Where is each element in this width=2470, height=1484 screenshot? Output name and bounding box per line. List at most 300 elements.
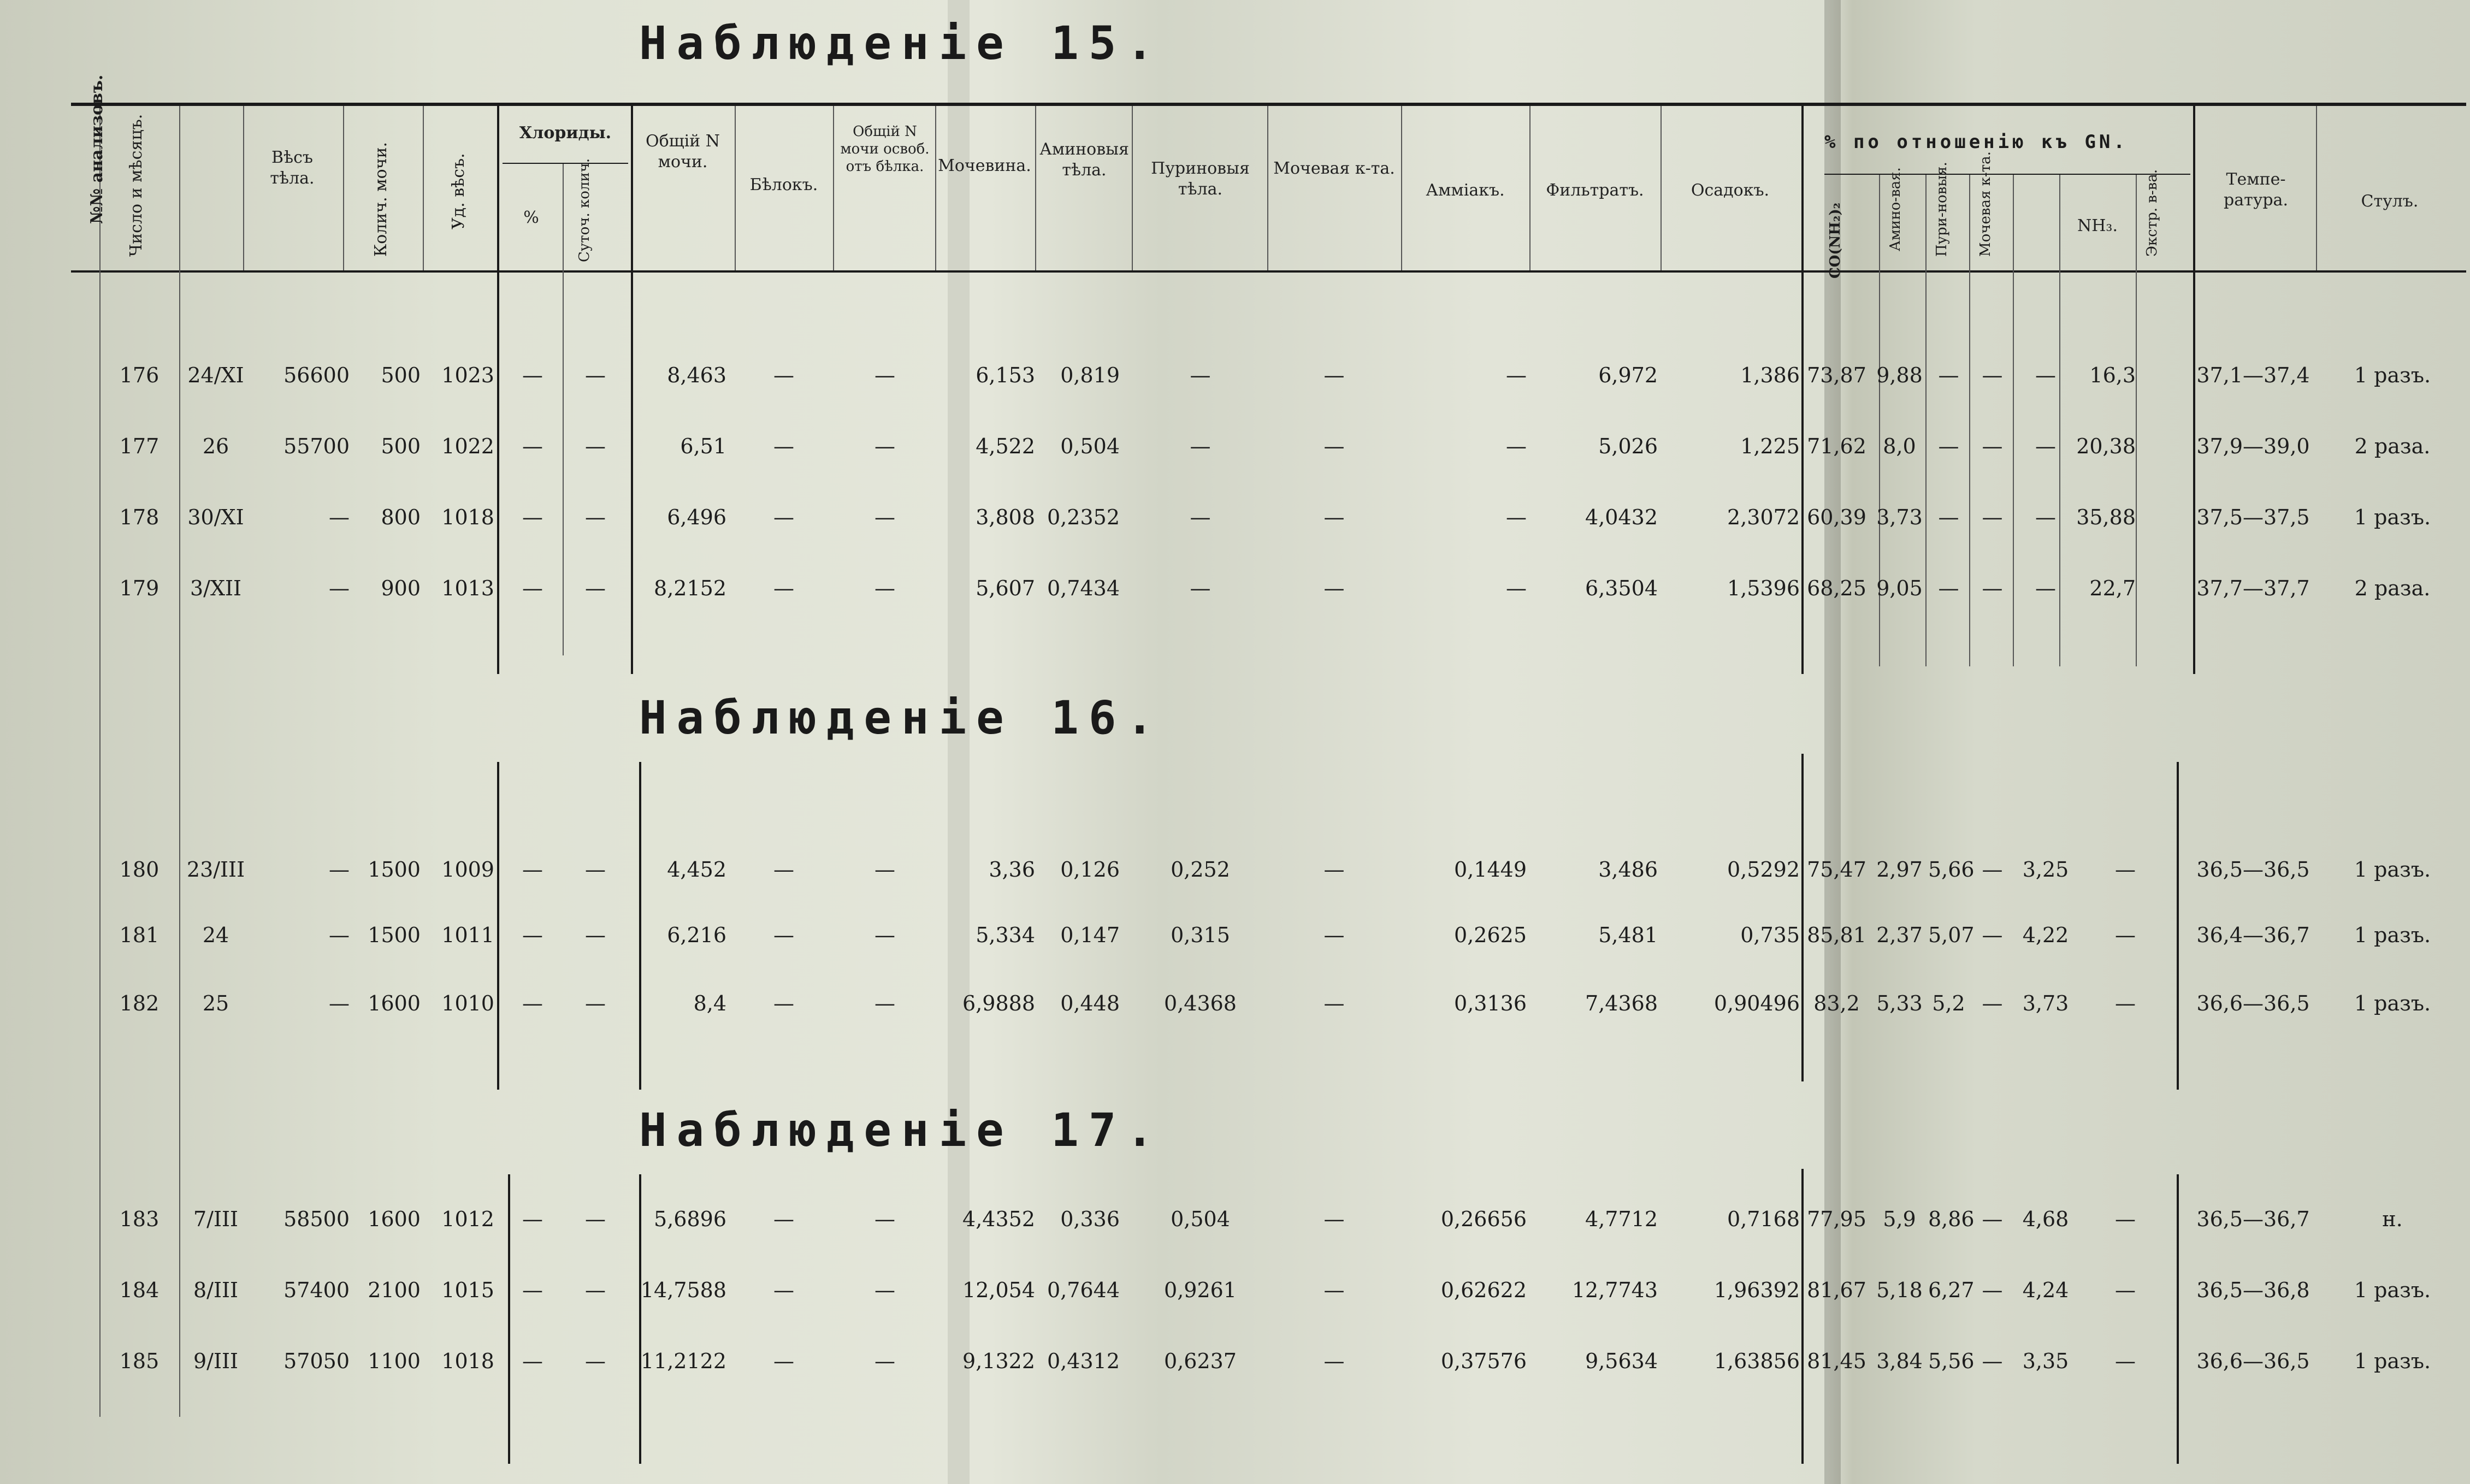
table-cell: 20,38	[2076, 434, 2136, 458]
header-p-amino: Амино-вая.	[1887, 167, 1904, 251]
table-cell: —	[585, 576, 606, 600]
table-cell: 77,95	[1807, 1207, 1866, 1231]
table-cell: —	[773, 858, 794, 882]
table-cell: —	[773, 1207, 794, 1231]
table-cell: 1011	[441, 923, 494, 947]
table-cell: 3,36	[989, 858, 1035, 882]
table-cell: —	[1323, 434, 1345, 458]
col-line	[1661, 106, 1662, 270]
header-uric: Мочевая к-та.	[1273, 159, 1395, 178]
table-cell: —	[773, 363, 794, 387]
table-cell: 24/XI	[187, 363, 244, 387]
table-cell: —	[329, 858, 350, 882]
table-cell: 6,153	[976, 363, 1035, 387]
table-cell: 2 раза.	[2354, 434, 2431, 458]
header-pct: % по отношенію къ GN.	[1824, 131, 2128, 153]
table-cell: —	[773, 991, 794, 1015]
table-cell: 1 разъ.	[2354, 505, 2431, 529]
table-cell: 4,522	[976, 434, 1035, 458]
table-cell: 37,5—37,5	[2196, 505, 2310, 529]
chlorides-subrule	[503, 163, 628, 164]
table-cell: —	[1190, 576, 1211, 600]
table-cell: —	[2035, 363, 2056, 387]
header-bottom-rule	[71, 270, 2466, 273]
header-p-uric: Мочевая к-та.	[1977, 151, 1994, 257]
table-cell: 0,2352	[1047, 505, 1120, 529]
table-cell: 3,73	[1876, 505, 1923, 529]
table-cell: 0,819	[1060, 363, 1120, 387]
table-cell: —	[874, 363, 895, 387]
col-line	[1401, 106, 1402, 270]
table-cell: 1023	[441, 363, 494, 387]
table-cell: —	[1323, 363, 1345, 387]
table-cell: —	[1323, 1207, 1345, 1231]
table-cell: 2 раза.	[2354, 576, 2431, 600]
table-cell: 0,504	[1060, 434, 1120, 458]
col-line	[243, 106, 244, 270]
section-title-15: Наблюденіе 15.	[639, 16, 1163, 70]
table-cell: —	[1938, 505, 1959, 529]
table-cell: 3,808	[976, 505, 1035, 529]
table-cell: 0,37576	[1440, 1349, 1527, 1373]
table-cell: —	[522, 1278, 543, 1302]
table-cell: 37,9—39,0	[2196, 434, 2310, 458]
header-p-urea: CO(NH₂)₂	[1827, 202, 1843, 279]
table-cell: 500	[381, 363, 421, 387]
table-cell: 0,90496	[1713, 991, 1800, 1015]
table-cell: 83,2	[1813, 991, 1860, 1015]
table-cell: 3,84	[1876, 1349, 1923, 1373]
table-cell: 2,97	[1876, 858, 1923, 882]
table-cell: —	[1938, 576, 1959, 600]
header-date: Число и мѣсяцъ.	[127, 114, 146, 257]
table-cell: 37,7—37,7	[2196, 576, 2310, 600]
table-cell: —	[2035, 576, 2056, 600]
table-cell: 500	[381, 434, 421, 458]
table-cell: 22,7	[2089, 576, 2136, 600]
table-cell: 0,735	[1740, 923, 1800, 947]
table-cell: 0,4312	[1047, 1349, 1120, 1373]
table-cell: —	[1938, 434, 1959, 458]
table-cell: 800	[381, 505, 421, 529]
table-cell: 16,3	[2089, 363, 2136, 387]
table-cell: 1009	[441, 858, 494, 882]
header-protein: Бѣлокъ.	[749, 175, 818, 194]
table-cell: —	[1506, 505, 1527, 529]
table-cell: 0,6237	[1164, 1349, 1237, 1373]
table-cell: 7,4368	[1585, 991, 1658, 1015]
col-line	[2013, 175, 2014, 666]
table-cell: 6,3504	[1585, 576, 1658, 600]
table-cell: 4,4352	[962, 1207, 1035, 1231]
table-cell: —	[2115, 1207, 2136, 1231]
table-cell: —	[522, 923, 543, 947]
table-cell: —	[874, 858, 895, 882]
table-cell: 1015	[441, 1278, 494, 1302]
table-cell: 25	[202, 991, 229, 1015]
col-line	[1035, 106, 1036, 270]
header-urea: Мочевина.	[938, 156, 1031, 175]
table-cell: 1 разъ.	[2354, 858, 2431, 882]
table-cell: 0,1449	[1454, 858, 1527, 882]
header-urine-qty: Колич. мочи.	[371, 142, 391, 257]
table-cell: —	[585, 923, 606, 947]
table-cell: 1 разъ.	[2354, 991, 2431, 1015]
table-cell: —	[1323, 1349, 1345, 1373]
table-cell: 73,87	[1807, 363, 1866, 387]
table-cell: —	[2115, 991, 2136, 1015]
table-cell: —	[585, 363, 606, 387]
table-cell: —	[1190, 434, 1211, 458]
table-cell: 36,5—36,5	[2196, 858, 2310, 882]
table-cell: 3,486	[1598, 858, 1658, 882]
table-cell: 1 разъ.	[2354, 1349, 2431, 1373]
table-cell: 0,5292	[1727, 858, 1800, 882]
table-cell: 6,496	[667, 505, 726, 529]
table-cell: 8,2152	[654, 576, 726, 600]
table-cell: 3/XII	[190, 576, 242, 600]
table-cell: —	[585, 991, 606, 1015]
table-cell: —	[1982, 923, 2003, 947]
table-cell: 0,336	[1060, 1207, 1120, 1231]
table-cell: н.	[2382, 1207, 2403, 1231]
header-chl-pct: %	[523, 208, 539, 227]
header-weight: Вѣсъ тѣла.	[270, 148, 315, 188]
table-cell: —	[1323, 923, 1345, 947]
table-cell: 1 разъ.	[2354, 1278, 2431, 1302]
table-cell: —	[1323, 1278, 1345, 1302]
table-cell: 1500	[368, 858, 421, 882]
table-cell: 8,0	[1883, 434, 1916, 458]
table-cell: 1013	[441, 576, 494, 600]
header-temp: Темпе-ратура.	[2224, 170, 2288, 210]
table-cell: 4,0432	[1585, 505, 1658, 529]
section-title-16: Наблюденіе 16.	[639, 691, 1163, 744]
table-cell: 0,126	[1060, 858, 1120, 882]
table-cell: 1018	[441, 1349, 494, 1373]
table-cell: 2100	[368, 1278, 421, 1302]
table-cell: —	[1323, 576, 1345, 600]
header-filtrate: Фильтратъ.	[1546, 181, 1644, 200]
table-cell: 0,504	[1171, 1207, 1230, 1231]
table-cell: 1500	[368, 923, 421, 947]
table-cell: 1,386	[1740, 363, 1800, 387]
table-cell: 37,1—37,4	[2196, 363, 2310, 387]
col-line-bold	[1801, 754, 1804, 1081]
header-p-purine: Пури-новыя.	[1934, 162, 1950, 257]
table-cell: —	[1506, 434, 1527, 458]
table-cell: 2,37	[1876, 923, 1923, 947]
table-cell: 55700	[283, 434, 350, 458]
table-cell: 35,88	[2076, 505, 2136, 529]
table-cell: 182	[119, 991, 159, 1015]
header-ammonia: Аммiакъ.	[1426, 181, 1505, 200]
table-cell: —	[773, 434, 794, 458]
col-line	[1925, 175, 1927, 666]
header-stool: Стулъ.	[2361, 192, 2419, 211]
table-cell: 75,47	[1807, 858, 1866, 882]
table-cell: 1,225	[1740, 434, 1800, 458]
table-cell: —	[2035, 505, 2056, 529]
table-cell: 5,6896	[654, 1207, 726, 1231]
header-amino: Аминовыя тѣла.	[1039, 140, 1129, 180]
table-cell: 0,9261	[1164, 1278, 1237, 1302]
table-cell: 0,7644	[1047, 1278, 1120, 1302]
table-cell: 185	[119, 1349, 159, 1373]
table-cell: 3,35	[2022, 1349, 2069, 1373]
col-line	[935, 106, 936, 270]
table-cell: 9,05	[1876, 576, 1923, 600]
table-cell: 5,66	[1928, 858, 1975, 882]
table-cell: 5,334	[976, 923, 1035, 947]
col-line	[563, 164, 564, 655]
header-p-extr: Экстр. в-ва.	[2144, 169, 2160, 257]
table-cell: 0,448	[1060, 991, 1120, 1015]
table-cell: 6,27	[1928, 1278, 1975, 1302]
table-cell: —	[1982, 858, 2003, 882]
table-cell: —	[585, 434, 606, 458]
table-cell: —	[2115, 1349, 2136, 1373]
table-cell: 1022	[441, 434, 494, 458]
header-spec-grav: Уд. вѣсъ.	[449, 153, 468, 229]
table-cell: —	[874, 1349, 895, 1373]
table-cell: 181	[119, 923, 159, 947]
table-cell: 12,054	[962, 1278, 1035, 1302]
header-purine: Пуриновыя тѣла.	[1151, 159, 1250, 199]
table-cell: —	[522, 576, 543, 600]
table-cell: 71,62	[1807, 434, 1866, 458]
col-line-bold	[2177, 762, 2179, 1090]
table-cell: 0,7168	[1727, 1207, 1800, 1231]
table-cell: 26	[202, 434, 229, 458]
table-cell: 1 разъ.	[2354, 923, 2431, 947]
col-line	[735, 106, 736, 270]
table-cell: 36,5—36,7	[2196, 1207, 2310, 1231]
col-line	[423, 106, 424, 270]
table-cell: 1 разъ.	[2354, 363, 2431, 387]
table-cell: —	[874, 576, 895, 600]
table-cell: 0,252	[1171, 858, 1230, 882]
table-cell: 4,452	[667, 858, 726, 882]
table-cell: 68,25	[1807, 576, 1866, 600]
table-cell: 0,7434	[1047, 576, 1120, 600]
table-cell: —	[2115, 858, 2136, 882]
col-line	[343, 106, 344, 270]
table-cell: 177	[119, 434, 159, 458]
table-cell: 9,1322	[962, 1349, 1035, 1373]
table-cell: 1600	[368, 1207, 421, 1231]
table-cell: —	[2115, 1278, 2136, 1302]
table-cell: 5,607	[976, 576, 1035, 600]
table-cell: —	[585, 1349, 606, 1373]
table-cell: 5,481	[1598, 923, 1658, 947]
table-cell: —	[522, 363, 543, 387]
table-cell: —	[773, 1278, 794, 1302]
table-cell: 1018	[441, 505, 494, 529]
table-cell: 5,18	[1876, 1278, 1923, 1302]
table-cell: —	[874, 991, 895, 1015]
table-cell: —	[1982, 1349, 2003, 1373]
table-cell: —	[1323, 991, 1345, 1015]
table-cell: —	[874, 505, 895, 529]
col-line-bold	[631, 106, 633, 674]
table-cell: 56600	[283, 363, 350, 387]
header-sediment: Осадокъ.	[1691, 181, 1770, 200]
table-cell: 7/III	[193, 1207, 238, 1231]
table-cell: —	[1982, 576, 2003, 600]
table-cell: 183	[119, 1207, 159, 1231]
header-p-nh3: NH₃.	[2077, 216, 2118, 235]
header-n-free: Общій N мочи освоб. отъ бѣлка.	[840, 123, 930, 175]
table-cell: 8,4	[693, 991, 726, 1015]
table-cell: —	[329, 991, 350, 1015]
table-cell: 85,81	[1807, 923, 1866, 947]
table-cell: 23/III	[186, 858, 245, 882]
table-cell: —	[329, 505, 350, 529]
table-cell: 0,315	[1171, 923, 1230, 947]
table-cell: 58500	[283, 1207, 350, 1231]
table-cell: 1,63856	[1713, 1349, 1800, 1373]
table-cell: 1,5396	[1727, 576, 1800, 600]
table-cell: —	[1506, 363, 1527, 387]
table-cell: 36,4—36,7	[2196, 923, 2310, 947]
col-line	[833, 106, 834, 270]
col-line-bold	[2193, 106, 2195, 674]
col-line	[1267, 106, 1268, 270]
table-cell: 36,6—36,5	[2196, 991, 2310, 1015]
table-cell: —	[773, 923, 794, 947]
table-cell: 0,62622	[1440, 1278, 1527, 1302]
table-cell: 2,3072	[1727, 505, 1800, 529]
table-cell: 8,463	[667, 363, 726, 387]
table-cell: —	[1323, 858, 1345, 882]
table-cell: 176	[119, 363, 159, 387]
table-cell: 6,216	[667, 923, 726, 947]
table-cell: —	[773, 576, 794, 600]
table-cell: 5,9	[1883, 1207, 1916, 1231]
table-cell: 0,3136	[1454, 991, 1527, 1015]
table-cell: 5,56	[1928, 1349, 1975, 1373]
table-cell: 6,51	[680, 434, 726, 458]
header-total-n: Общій N мочи.	[646, 132, 720, 172]
table-cell: 8/III	[193, 1278, 238, 1302]
table-cell: —	[1506, 576, 1527, 600]
table-cell: —	[329, 923, 350, 947]
table-cell: —	[1982, 434, 2003, 458]
header-num: №№ анализовъ.	[87, 74, 107, 224]
table-cell: —	[874, 434, 895, 458]
table-cell: —	[1982, 505, 2003, 529]
table-cell: —	[522, 1349, 543, 1373]
table-cell: —	[1190, 505, 1211, 529]
table-cell: —	[522, 1207, 543, 1231]
header-top-rule	[71, 103, 2466, 106]
table-cell: —	[522, 434, 543, 458]
table-cell: —	[874, 923, 895, 947]
table-cell: 24	[202, 923, 229, 947]
table-cell: —	[1982, 363, 2003, 387]
table-cell: 14,7588	[640, 1278, 726, 1302]
col-line-bold	[2177, 1174, 2179, 1464]
header-chlorides: Хлориды.	[519, 123, 612, 143]
table-cell: 1600	[368, 991, 421, 1015]
table-cell: 1012	[441, 1207, 494, 1231]
table-cell: 1,96392	[1713, 1278, 1800, 1302]
col-line	[1132, 106, 1133, 270]
table-cell: 0,2625	[1454, 923, 1527, 947]
table-cell: 57400	[283, 1278, 350, 1302]
table-cell: 11,2122	[640, 1349, 726, 1373]
table-cell: 36,5—36,8	[2196, 1278, 2310, 1302]
table-cell: —	[1190, 363, 1211, 387]
table-cell: 179	[119, 576, 159, 600]
header-chl-daily: Суточ. колич.	[576, 158, 593, 262]
table-cell: 180	[119, 858, 159, 882]
table-cell: —	[585, 858, 606, 882]
table-cell: 184	[119, 1278, 159, 1302]
table-cell: 81,45	[1807, 1349, 1866, 1373]
col-line-bold	[497, 762, 499, 1090]
table-cell: —	[522, 991, 543, 1015]
table-cell: 1100	[368, 1349, 421, 1373]
table-cell: —	[1323, 505, 1345, 529]
table-cell: 0,147	[1060, 923, 1120, 947]
col-line	[99, 106, 101, 1417]
table-cell: 9/III	[193, 1349, 238, 1373]
section-title-17: Наблюденіе 17.	[639, 1103, 1163, 1157]
table-cell: 3,73	[2022, 991, 2069, 1015]
table-cell: —	[1982, 1278, 2003, 1302]
table-cell: 5,07	[1928, 923, 1975, 947]
table-cell: 12,7743	[1571, 1278, 1658, 1302]
table-cell: 60,39	[1807, 505, 1866, 529]
table-cell: 9,5634	[1585, 1349, 1658, 1373]
table-cell: 5,2	[1932, 991, 1965, 1015]
col-line	[2136, 175, 2137, 666]
table-cell: 30/XI	[187, 505, 244, 529]
table-cell: 9,88	[1876, 363, 1923, 387]
table-cell: —	[773, 1349, 794, 1373]
table-cell: 178	[119, 505, 159, 529]
table-cell: 6,9888	[962, 991, 1035, 1015]
col-line	[1529, 106, 1531, 270]
table-cell: —	[1938, 363, 1959, 387]
table-cell: —	[585, 1278, 606, 1302]
table-cell: 1010	[441, 991, 494, 1015]
table-cell: —	[1982, 1207, 2003, 1231]
table-cell: —	[773, 505, 794, 529]
col-line	[1969, 175, 1970, 666]
table-cell: —	[874, 1207, 895, 1231]
table-cell: 0,4368	[1164, 991, 1237, 1015]
col-line-bold	[497, 106, 499, 674]
table-cell: 5,026	[1598, 434, 1658, 458]
table-cell: 57050	[283, 1349, 350, 1373]
table-cell: 0,26656	[1440, 1207, 1527, 1231]
table-cell: —	[874, 1278, 895, 1302]
table-cell: —	[2115, 923, 2136, 947]
table-cell: 4,24	[2022, 1278, 2069, 1302]
table-cell: 5,33	[1876, 991, 1923, 1015]
table-cell: —	[522, 858, 543, 882]
table-cell: —	[2035, 434, 2056, 458]
table-cell: 3,25	[2022, 858, 2069, 882]
table-cell: 81,67	[1807, 1278, 1866, 1302]
table-cell: 4,22	[2022, 923, 2069, 947]
table-cell: 4,68	[2022, 1207, 2069, 1231]
table-cell: 900	[381, 576, 421, 600]
table-cell: 4,7712	[1585, 1207, 1658, 1231]
